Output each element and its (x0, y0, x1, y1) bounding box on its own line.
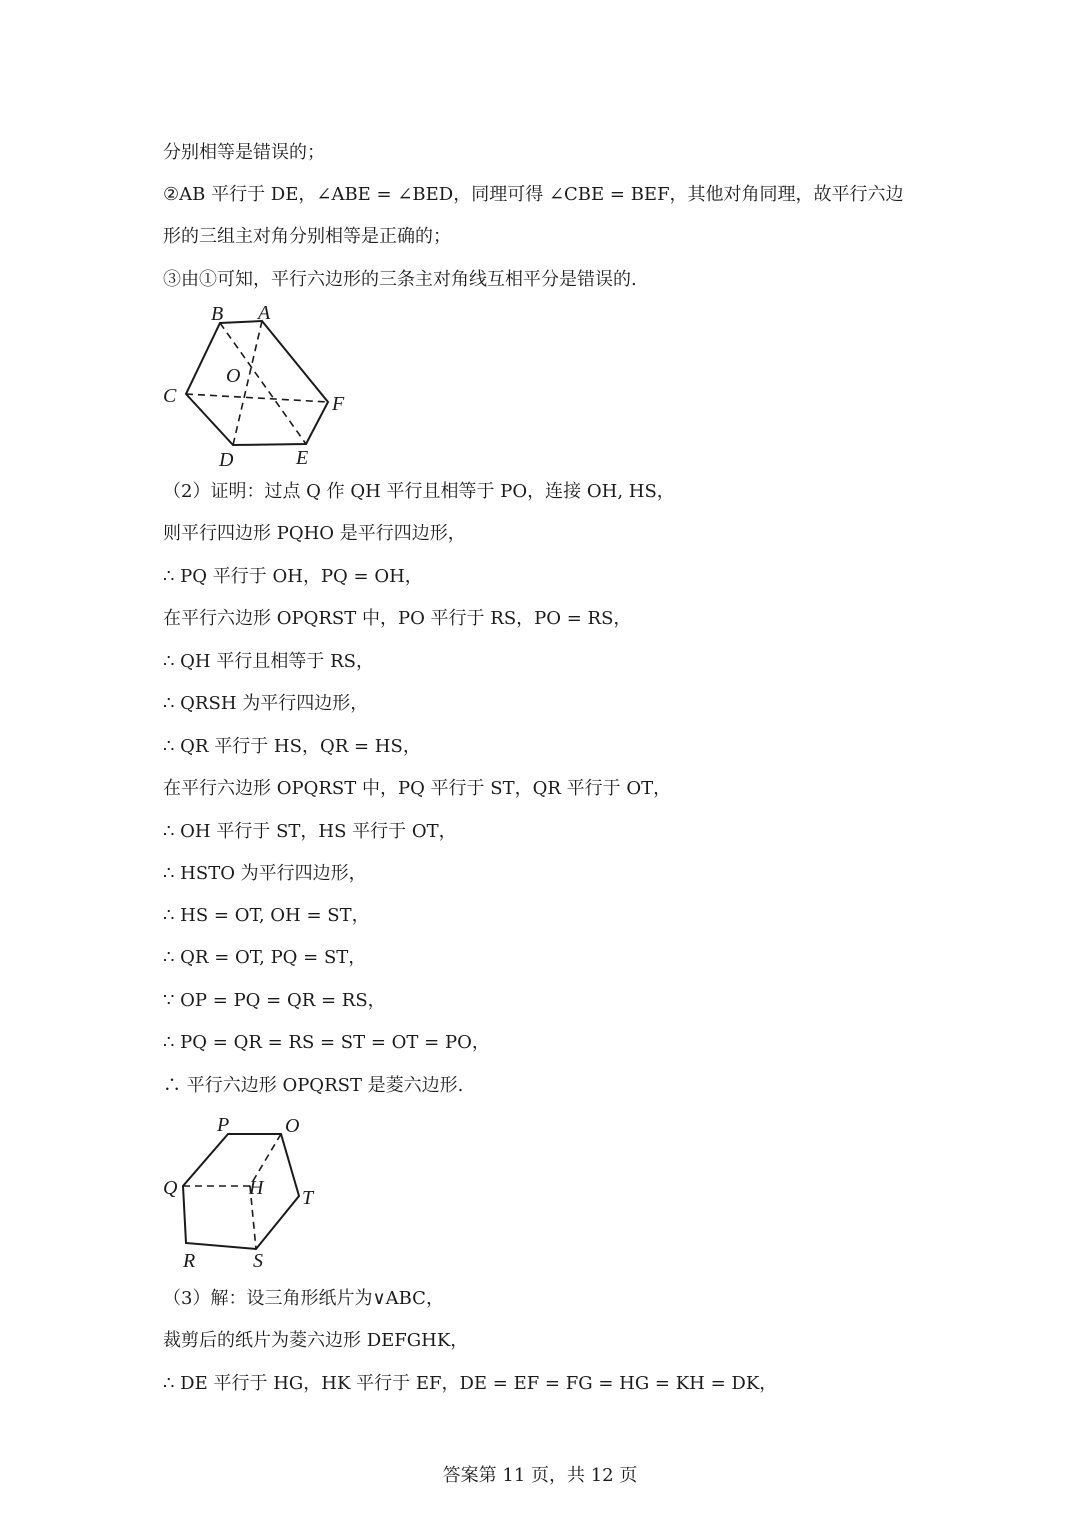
text-line-14: ∴ HSTO 为平行四边形， (163, 863, 367, 884)
label-r: R (183, 1250, 196, 1272)
label-a: A (258, 302, 271, 324)
label-o: O (285, 1115, 300, 1137)
text-line-12: 在平行六边形 OPQRST 中，PQ 平行于 ST，QR 平行于 OT， (163, 778, 672, 799)
text-line-9: ∴ QH 平行且相等于 RS， (163, 651, 374, 672)
text-line-21: 裁剪后的纸片为菱六边形 DEFGHK， (163, 1330, 469, 1351)
label-t: T (302, 1187, 314, 1209)
hexagon-figure-1 (158, 298, 358, 473)
label-c: C (163, 385, 177, 407)
text-line-20: （3）解：设三角形纸片为∨ABC， (163, 1288, 444, 1309)
text-line-5: （2）证明：过点 Q 作 QH 平行且相等于 PO，连接 OH, HS， (163, 481, 675, 502)
text-line-22: ∴ DE 平行于 HG，HK 平行于 EF，DE = EF = FG = HG = KH = DK， (163, 1373, 778, 1394)
text-line-10: ∴ QRSH 为平行四边形， (163, 693, 369, 714)
label-h: H (249, 1177, 264, 1199)
label-o: O (226, 365, 241, 387)
label-f: F (332, 393, 345, 415)
text-line-11: ∴ QR 平行于 HS，QR = HS， (163, 736, 421, 757)
text-line-18: ∴ PQ = QR = RS = ST = OT = PO， (163, 1032, 490, 1053)
label-e: E (296, 447, 309, 469)
text-line-7: ∴ PQ 平行于 OH，PQ = OH， (163, 566, 423, 587)
text-line-2: ②AB 平行于 DE，∠ABE = ∠BED，同理可得 ∠CBE = BEF，其他对角同理，故平行六边 (163, 184, 904, 205)
diagonal-cf (186, 394, 328, 402)
label-b: B (211, 303, 224, 325)
label-q: Q (163, 1177, 178, 1199)
text-line-1: 分别相等是错误的； (163, 142, 325, 163)
hexagon-outline (183, 1134, 299, 1249)
text-line-8: 在平行六边形 OPQRST 中，PO 平行于 RS，PO = RS， (163, 608, 632, 629)
text-line-3: 形的三组主对角分别相等是正确的； (163, 226, 451, 247)
hexagon-outline (186, 321, 328, 445)
text-line-4: ③由①可知，平行六边形的三条主对角线互相平分是错误的. (163, 269, 637, 290)
text-line-16: ∴ QR = OT, PQ = ST， (163, 947, 367, 968)
text-line-15: ∴ HS = OT, OH = ST， (163, 905, 370, 926)
label-p: P (217, 1114, 230, 1136)
page-footer: 答案第 11 页，共 12 页 (442, 1465, 638, 1486)
text-line-17: ∵ OP = PQ = QR = RS， (163, 990, 386, 1011)
text-line-13: ∴ OH 平行于 ST，HS 平行于 OT， (163, 821, 457, 842)
text-line-19: ∴ 平行六边形 OPQRST 是菱六边形. (163, 1075, 464, 1096)
label-s: S (253, 1250, 263, 1272)
text-line-6: 则平行四边形 PQHO 是平行四边形， (163, 523, 466, 544)
hexagon-figure-2 (158, 1110, 358, 1275)
label-d: D (219, 449, 234, 471)
